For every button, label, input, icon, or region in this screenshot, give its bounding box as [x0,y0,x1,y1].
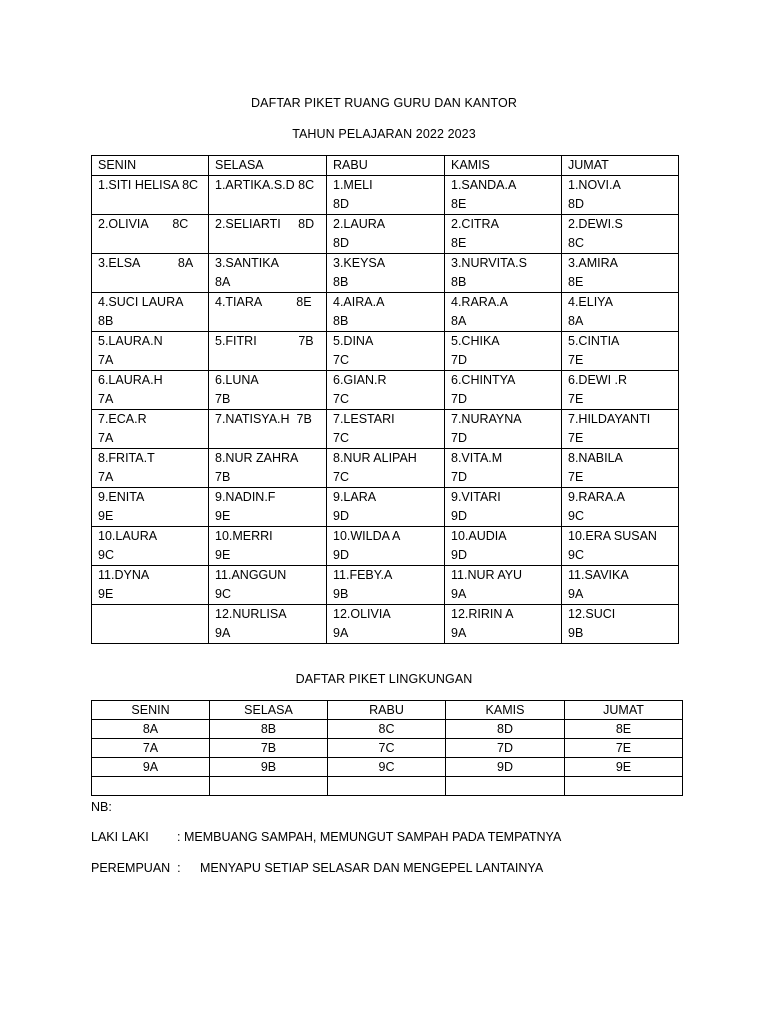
student-name: 2.OLIVIA 8C [98,217,189,231]
student-name: 7.ECA.R [98,412,147,426]
student-name: 1.MELI [333,178,373,192]
env-class-cell: 7C [328,739,446,758]
duty-cell [327,254,445,293]
duty-cell [562,527,679,566]
student-name: 4.TIARA 8E [215,295,312,309]
env-header-row [92,701,683,720]
student-class [215,312,320,331]
student-class: 9A [568,587,584,601]
table-row [92,777,683,796]
duty-cell [327,215,445,254]
student-name: 11.ANGGUN [215,568,287,582]
student-name: 5.CHIKA [451,334,500,348]
duty-cell [327,566,445,605]
duty-cell [445,254,562,293]
duty-cell [209,176,327,215]
duty-cell [327,527,445,566]
env-class-cell: 7A [92,739,210,758]
student-class [98,624,202,643]
duty-cell [327,488,445,527]
student-name: 8.NUR ZAHRA [215,451,299,465]
student-class: 8A [568,314,584,328]
env-day-header: SENIN [92,701,210,720]
env-class-cell: 7E [565,739,683,758]
student-name: 10.WILDA A [333,529,401,543]
duty-cell [209,293,327,332]
student-class: 7B [215,470,231,484]
student-class: 9B [568,626,584,640]
student-class: 7D [451,392,467,406]
duty-cell [209,527,327,566]
student-class: 7E [568,470,584,484]
duty-cell [562,605,679,644]
student-class: 9A [215,626,231,640]
student-name: 6.LUNA [215,373,259,387]
env-day-header: RABU [328,701,446,720]
env-class-cell: 8D [446,720,565,739]
student-class: 8E [568,275,584,289]
duty-cell [562,215,679,254]
duty-cell [209,410,327,449]
student-class: 9A [451,626,467,640]
duty-cell [445,488,562,527]
student-class [98,273,202,292]
duty-cell [445,293,562,332]
student-class: 7B [215,392,231,406]
duty-cell [562,449,679,488]
env-class-cell: 9A [92,758,210,777]
student-name: 4.AIRA.A [333,295,385,309]
duty-cell [92,449,209,488]
student-name: 5.LAURA.N [98,334,163,348]
student-class: 8A [215,275,231,289]
student-name: 4.RARA.A [451,295,508,309]
table-row [92,605,679,644]
env-class-cell: 9D [446,758,565,777]
duty-cell [445,605,562,644]
student-name: 9.LARA [333,490,377,504]
table-row [92,176,679,215]
environment-duty-table [91,700,683,796]
student-name: 2.SELIARTI 8D [215,217,315,231]
duty-cell [562,254,679,293]
note-female-text: MENYAPU SETIAP SELASAR DAN MENGEPEL LANTAINYA [200,861,544,875]
duty-cell [92,254,209,293]
student-class: 8B [98,314,114,328]
table-row [92,720,683,739]
env-class-cell [446,777,565,796]
student-name: 6.DEWI .R [568,373,628,387]
student-name: 4.ELIYA [568,295,613,309]
student-name: 3.NURVITA.S [451,256,527,270]
student-class: 8D [568,197,584,211]
table-row [92,410,679,449]
duty-cell [327,176,445,215]
student-class: 9D [451,548,467,562]
student-class: 8B [333,314,349,328]
table-row [92,566,679,605]
student-name: 3.KEYSA [333,256,386,270]
student-class: 7E [568,392,584,406]
teacher-office-duty-table [91,155,679,644]
duty-cell [209,566,327,605]
student-name: 9.VITARI [451,490,501,504]
env-class-cell: 8E [565,720,683,739]
duty-cell [92,176,209,215]
duty-cell [327,410,445,449]
student-name: 10.LAURA [98,529,158,543]
table-row [92,215,679,254]
student-name: 1.SITI HELISA 8C [98,178,199,192]
student-name: 2.DEWI.S [568,217,623,231]
student-class: 7C [333,353,349,367]
day-header: JUMAT [562,156,679,176]
table-row [92,758,683,777]
student-class: 7A [98,392,114,406]
student-name: 10.MERRI [215,529,273,543]
duty-cell [209,371,327,410]
student-name: 6.CHINTYA [451,373,516,387]
student-class: 7A [98,353,114,367]
student-name: 2.CITRA [451,217,499,231]
student-name: 1.NOVI.A [568,178,621,192]
student-class: 9C [568,509,584,523]
student-name: 9.RARA.A [568,490,625,504]
student-class: 7D [451,353,467,367]
duty-cell [562,488,679,527]
duty-cell [445,527,562,566]
student-class: 8E [451,236,467,250]
duty-cell [92,527,209,566]
day-header: RABU [327,156,445,176]
note-male [91,830,561,844]
duty-cell [92,605,209,644]
table-row [92,332,679,371]
duty-cell [327,371,445,410]
student-class [98,234,202,253]
student-name: 8.FRITA.T [98,451,155,465]
note-male-label: LAKI LAKI [91,830,149,844]
student-name: 7.NURAYNA [451,412,522,426]
day-header: KAMIS [445,156,562,176]
duty-cell [445,410,562,449]
student-class: 8B [333,275,349,289]
env-class-cell: 9C [328,758,446,777]
duty-cell [562,410,679,449]
student-name: 4.SUCI LAURA [98,295,184,309]
duty-table-body [92,156,679,644]
student-class [215,195,320,214]
student-name: 5.CINTIA [568,334,620,348]
student-name: 1.SANDA.A [451,178,517,192]
table-row [92,449,679,488]
student-name: 10.ERA SUSAN [568,529,657,543]
duty-cell [209,332,327,371]
student-class: 8C [568,236,584,250]
student-class: 9E [215,509,231,523]
student-class: 7C [333,470,349,484]
env-day-header: JUMAT [565,701,683,720]
student-class: 7A [98,470,114,484]
duty-cell [445,332,562,371]
env-class-cell: 8B [210,720,328,739]
student-class: 7E [568,353,584,367]
note-heading: NB: [91,800,112,814]
student-class: 9E [98,587,114,601]
duty-cell [445,176,562,215]
student-class: 9A [333,626,349,640]
duty-cell [92,410,209,449]
duty-cell [92,488,209,527]
student-class [215,234,320,253]
env-day-header: SELASA [210,701,328,720]
duty-cell [562,293,679,332]
student-name: 3.ELSA 8A [98,256,194,270]
env-class-cell: 8A [92,720,210,739]
student-name: 6.GIAN.R [333,373,387,387]
student-class [215,351,320,370]
student-name: 8.NABILA [568,451,623,465]
student-name: 8.VITA.M [451,451,503,465]
student-name: 7.NATISYA.H 7B [215,412,312,426]
student-class: 9C [568,548,584,562]
student-class [98,195,202,214]
env-class-cell: 9E [565,758,683,777]
duty-cell [92,566,209,605]
duty-cell [209,254,327,293]
student-name: 2.LAURA [333,217,386,231]
table-row [92,254,679,293]
student-name: 1.ARTIKA.S.D 8C [215,178,315,192]
student-name: 7.LESTARI [333,412,395,426]
duty-cell [445,215,562,254]
student-name: 11.NUR AYU [451,568,523,582]
note-female [91,861,543,875]
student-name: 5.FITRI 7B [215,334,314,348]
table-row [92,488,679,527]
duty-cell [209,605,327,644]
duty-cell [562,176,679,215]
table-row [92,527,679,566]
duty-cell [562,371,679,410]
student-class: 7A [98,431,114,445]
duty-cell [327,332,445,371]
student-name: 9.NADIN.F [215,490,276,504]
duty-cell [445,449,562,488]
student-name: 11.FEBY.A [333,568,393,582]
student-name [98,605,202,624]
student-class: 9C [98,548,114,562]
duty-cell [327,449,445,488]
student-class: 8A [451,314,467,328]
env-table-body [92,701,683,796]
duty-cell [92,332,209,371]
student-name: 12.SUCI [568,607,616,621]
student-name: 5.DINA [333,334,374,348]
student-class: 8B [451,275,467,289]
student-class: 7C [333,392,349,406]
student-class: 9E [98,509,114,523]
env-class-cell: 7D [446,739,565,758]
table-row [92,739,683,758]
table-row [92,371,679,410]
duty-cell [327,605,445,644]
student-class: 9D [333,548,349,562]
academic-year: TAHUN PELAJARAN 2022 2023 [292,127,476,141]
day-header: SENIN [92,156,209,176]
env-class-cell: 9B [210,758,328,777]
day-header: SELASA [209,156,327,176]
student-name: 6.LAURA.H [98,373,163,387]
student-name: 12.NURLISA [215,607,287,621]
table-row [92,293,679,332]
env-class-cell [210,777,328,796]
env-class-cell: 7B [210,739,328,758]
environment-duty-title: DAFTAR PIKET LINGKUNGAN [295,672,473,686]
duty-cell [562,332,679,371]
student-name: 3.SANTIKA [215,256,279,270]
duty-header-row [92,156,679,176]
student-class: 9C [215,587,231,601]
duty-cell [209,449,327,488]
duty-cell [92,215,209,254]
student-class: 9B [333,587,349,601]
duty-cell [327,293,445,332]
duty-cell [445,371,562,410]
student-name: 10.AUDIA [451,529,507,543]
env-class-cell: 8C [328,720,446,739]
duty-cell [209,215,327,254]
student-class: 9A [451,587,467,601]
student-name: 9.ENITA [98,490,145,504]
student-name: 11.DYNA [98,568,150,582]
student-class: 8D [333,197,349,211]
duty-cell [92,371,209,410]
env-day-header: KAMIS [446,701,565,720]
duty-cell [445,566,562,605]
student-name: 7.HILDAYANTI [568,412,651,426]
duty-cell [92,293,209,332]
duty-cell [562,566,679,605]
student-class: 7E [568,431,584,445]
student-class: 9E [215,548,231,562]
student-class: 7D [451,431,467,445]
env-class-cell [328,777,446,796]
student-class: 7C [333,431,349,445]
env-class-cell [92,777,210,796]
student-class: 9D [333,509,349,523]
document-title: DAFTAR PIKET RUANG GURU DAN KANTOR [251,96,517,110]
student-name: 12.OLIVIA [333,607,391,621]
duty-cell [209,488,327,527]
note-male-text: : MEMBUANG SAMPAH, MEMUNGUT SAMPAH PADA TEMPATNYA [177,830,562,844]
student-class: 7D [451,470,467,484]
env-class-cell [565,777,683,796]
student-class: 8E [451,197,467,211]
student-name: 3.AMIRA [568,256,619,270]
student-name: 12.RIRIN A [451,607,514,621]
student-name: 8.NUR ALIPAH [333,451,417,465]
student-class [215,429,320,448]
student-class: 8D [333,236,349,250]
student-class: 9D [451,509,467,523]
note-female-label: PEREMPUAN : [91,861,181,875]
student-name: 11.SAVIKA [568,568,629,582]
